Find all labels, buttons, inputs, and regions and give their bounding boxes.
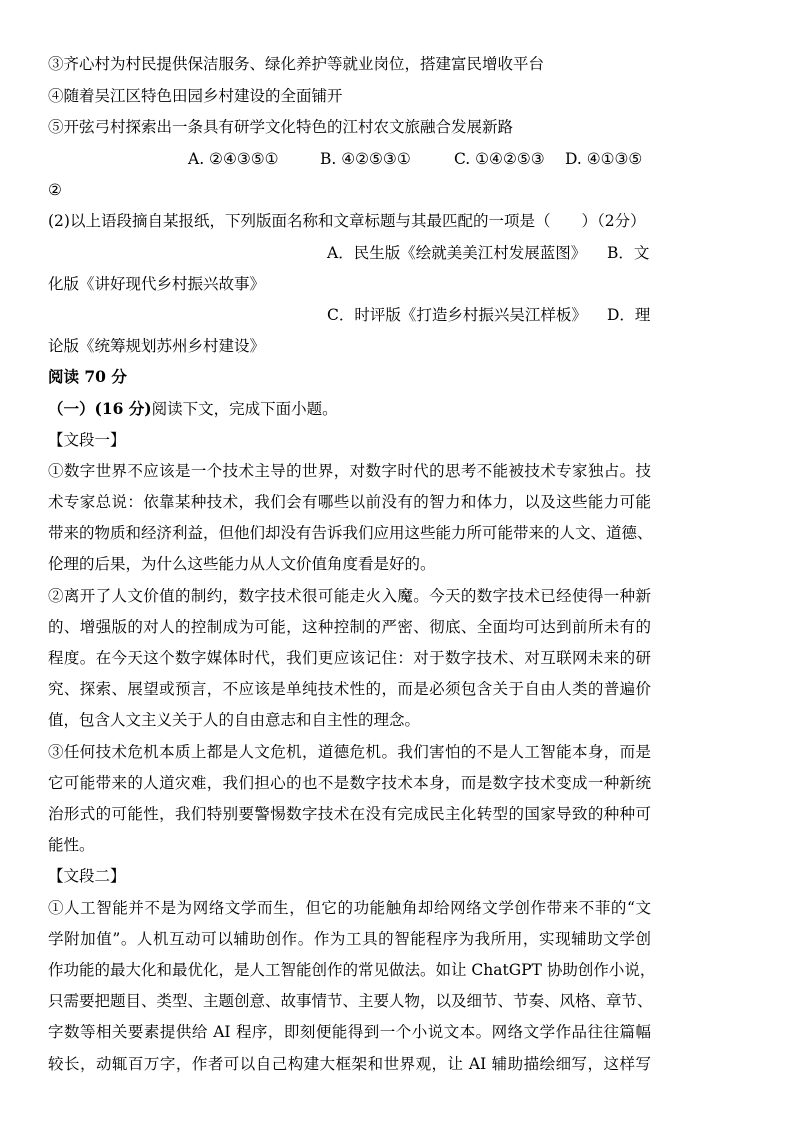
passage-1-line: 带来的物质和经济利益，但他们却没有告诉我们应用这些能力所可能带来的人文、道德、 — [48, 524, 653, 542]
choice-d: D. ④①③⑤ — [565, 150, 643, 168]
passage-1-label: 【文段一】 — [48, 431, 126, 449]
text-line-option-5: ⑤开弦弓村探索出一条具有研学文化特色的江村农文旅融合发展新路 — [48, 118, 514, 136]
passage-1-line: 它可能带来的人道灾难，我们担心的也不是数字技术本身，而是数字技术变成一种新统 — [48, 774, 651, 792]
passage-1-line: 值，包含人文主义关于人的自由意志和自主性的理念。 — [48, 711, 421, 729]
passage-1-line: 治形式的可能性，我们特别要警惕数字技术在没有完成民主化转型的国家导致的种种可 — [48, 805, 651, 823]
subsection-number: （一）(16 分) — [48, 399, 152, 418]
passage-1-line: ①数字世界不应该是一个技术主导的世界，对数字时代的思考不能被技术专家独占。技 — [48, 462, 651, 480]
passage-2-line: 学附加值”。人机互动可以辅助创作。作为工具的智能程序为我所用，实现辅助文学创 — [48, 930, 651, 948]
choice-2c: C．时评版《打造乡村振兴吴江样板》 — [327, 306, 587, 324]
choice-2a: A．民生版《绘就美美江村发展蓝图》 — [327, 244, 587, 262]
text-line-option-3: ③齐心村为村民提供保洁服务、绿化养护等就业岗位，搭建富民增收平台 — [48, 55, 545, 73]
passage-1-line: 能性。 — [48, 836, 95, 854]
passage-2-line: 只需要把题目、类型、主题创意、故事情节、主要人物，以及细节、节奏、风格、章节、 — [48, 992, 653, 1010]
section-heading-reading: 阅读 70 分 — [48, 367, 127, 386]
passage-1-line: 术专家总说：依靠某种技术，我们会有哪些以前没有的智力和体力，以及这些能力可能 — [48, 493, 651, 511]
subsection-heading — [48, 399, 338, 419]
choice-2b: B．文 — [607, 244, 650, 262]
passage-1-line: 究、探索、展望或预言，不应该是单纯技术性的，而是必须包含关于自由人类的普遍价 — [48, 680, 651, 698]
text-line-option-4: ④随着吴江区特色田园乡村建设的全面铺开 — [48, 87, 343, 105]
passage-1-line: ②离开了人文价值的制约，数字技术很可能走火入魔。今天的数字技术已经使得一种新 — [48, 587, 651, 605]
passage-1-line: ③任何技术危机本质上都是人文危机，道德危机。我们害怕的不是人工智能本身，而是 — [48, 743, 651, 761]
choice-a: A. ②④③⑤① — [188, 150, 279, 168]
question-2: (2)以上语段摘自某报纸，下列版面名称和文章标题与其最匹配的一项是（ ）（2分） — [48, 212, 646, 230]
subsection-instruction: 阅读下文，完成下面小题。 — [151, 400, 338, 418]
choice-2b-continued: 化版《讲好现代乡村振兴故事》 — [48, 275, 266, 293]
passage-2-label: 【文段二】 — [48, 867, 126, 885]
choice-2d: D．理 — [607, 306, 651, 324]
passage-1-line: 伦理的后果，为什么这些能力从人文价值角度看是好的。 — [48, 555, 436, 573]
passage-2-line: 作功能的最大化和最优化，是人工智能创作的常见做法。如让 ChatGPT 协助创作小说， — [48, 961, 656, 979]
passage-1-line: 的、增强版的对人的控制成为可能，这种控制的严密、彻底、全面均可达到前所未有的 — [48, 618, 651, 636]
passage-2-line: 较长，动辄百万字，作者可以自己构建大框架和世界观，让 AI 辅助描绘细写，这样写 — [48, 1055, 651, 1073]
choice-2d-continued: 论版《统筹规划苏州乡村建设》 — [48, 337, 266, 355]
choice-c: C. ①④②⑤③ — [454, 150, 545, 168]
choice-d-continued: ② — [48, 181, 62, 199]
choice-b: B. ④②⑤③① — [320, 150, 411, 168]
passage-2-line: ①人工智能并不是为网络文学而生，但它的功能触角却给网络文学创作带来不菲的“文 — [48, 899, 651, 917]
passage-1-line: 程度。在今天这个数字媒体时代，我们更应该记住：对于数字技术、对互联网未来的研 — [48, 649, 651, 667]
passage-2-line: 字数等相关要素提供给 AI 程序，即刻便能得到一个小说文本。网络文学作品往往篇幅 — [48, 1023, 651, 1041]
